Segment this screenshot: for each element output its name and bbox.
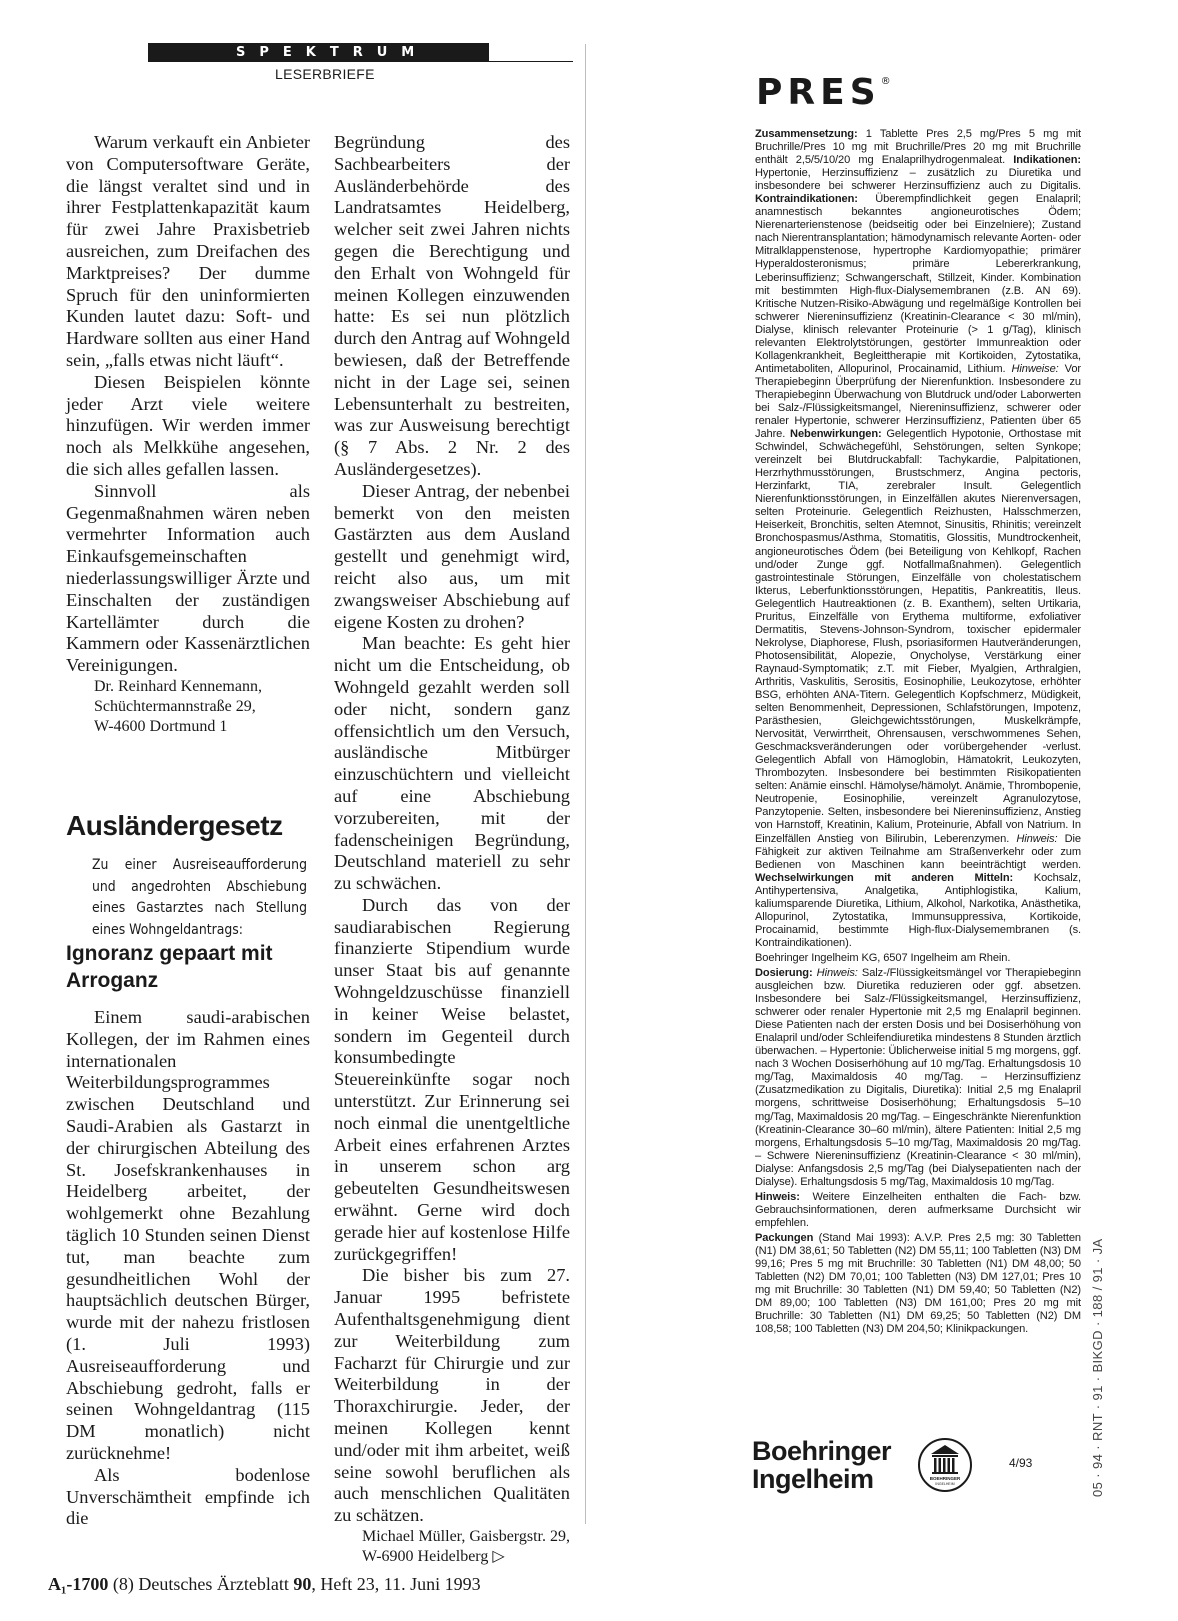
ad-section-label: Hinweis: (1016, 832, 1058, 845)
dosage-label: Dosierung: (755, 967, 813, 979)
logo-text: BOEHRINGER (929, 1476, 961, 1481)
hint-label: Hinweis: (755, 1190, 800, 1203)
registered-mark: ® (880, 76, 891, 87)
logo-text: INGELHEIM (935, 1482, 955, 1486)
letter-1-signature (66, 677, 310, 737)
ad-section-text: Kochsalz, Antihypertensiva, Analgetika, Antiphlogistika, Kalium, kaliumsparende Diuretika, Lithium, Alkohol, Narkotika, Anästhetika, Allopurinol, Zytostatika, Immunsuppressiva, Kortikoide, Procainamid, bestimmte High-flux-Dialysemembranen (s. Kontraindikationen). (755, 871, 1081, 949)
ad-section-label: Wechselwirkungen mit anderen Mitteln: (755, 871, 1014, 884)
boehringer-logo-icon (917, 1437, 973, 1493)
letter-2-paragraph: Die bisher bis zum 27. Januar 1995 befristete Aufenthaltsgenehmigung dient zur Weiterbildung zum Facharzt für Chirurgie und zur Weiterbildung in der Thoraxchirurgie. Jeder, der meinen Kollegen kennt und/oder mit ihm arbeitet, weiß seine sowohl beruflichen als auch menschlichen Qualitäten zu schätzen. (334, 1265, 570, 1526)
letter-2-paragraph: Dieser Antrag, der nebenbei bemerkt von den meisten Gastärzten aus dem Ausland gestellt und genehmigt wird, reicht also aus, um mit zwangsweiser Abschiebung auf eigene Kosten zu drohen? (334, 480, 570, 632)
volume-number: 90 (293, 1574, 312, 1594)
page-footer (48, 1574, 481, 1595)
ad-section-text: Überempfindlichkeit gegen Enalapril; anamnestisch bekanntes angioneurotisches Ödem; Nierenarterienstenose (beidseitig oder bei Einzelniere); Zustand nach Nierentransplantation; hämodynamisch relevante Aorten- oder Mitralklappenstenose, hypertrophe Kardiomyopathie; primärer Hyperaldosteronismus; primäre Lebererkrankung, Leberinsuffizienz; Schwangerschaft, Stillzeit, Kinder. Kombination mit bestimmten High-flux-Dialysemembranen (z.B. AN 69). Kritische Nutzen-Risiko-Abwägung und regelmäßige Kontrollen bei schwerer Niereninsuffizienz (Kreatinin-Clearance < 30 ml/min), Dialyse, klinisch relevanter Proteinurie (> 1 g/Tag), klinisch relevanten Elektrolytstörungen, gestörter Immunreaktion oder Kollagenkrankheit, Begleittherapie mit Kortikoiden, Zytostatika, Antimetaboliten, Allopurinol, Procainamid, Lithium. (755, 193, 1081, 375)
vertical-print-code: 05 · 94 · RNT · 91 · BIKGD · 188 / 91 · JA (1090, 1238, 1105, 1497)
letter-2-paragraph: Als bodenlose Unverschämtheit empfinde ich die (66, 1464, 310, 1529)
header-rule (489, 61, 573, 62)
letter-1-paragraph: Sinnvoll als Gegenmaßnahmen wären neben vermehrter Information auch Einkaufsgemeinschaften niederlassungswilliger Ärzte und Einschalten der zuständigen Kartellämter durch die Kammern oder Kassenärztlichen Vereinigungen. (66, 480, 310, 676)
letter-2-paragraph: Man beachte: Es geht hier nicht um die Entscheidung, ob Wohngeld gezahlt werden soll oder nicht, sondern ganz offensichtlich um den Versuch, ausländische Mitbürger einzuschüchtern und vielleicht auf eine Abschiebung vorzubereiten, mit der fadenscheinigen Begründung, Deutschland materiell zu sehr zu schwächen. (334, 633, 570, 894)
signature-line: Schüchtermannstraße 29, (94, 697, 256, 715)
ad-section-text: 1 Tablette Pres 2,5 mg/Pres 5 mg mit Bruchrille/Pres 10 mg mit Bruchrille/Pres 20 mg mit Bruchrille enthält 2,5/5/10/20 mg Enalaprilhydrogenmaleat. (755, 128, 1081, 167)
signature-line: Dr. Reinhard Kennemann, (94, 677, 262, 695)
letter-1-paragraph: Warum verkauft ein Anbieter von Computersoftware Geräte, die längst veraltet sind und in ihrer Festplattenkapazität kaum für zwei Jahre Praxisbetrieb ausreichen, zum Dreifachen des Marktpreises? Der dumme Spruch für den uninformierten Kunden lautet dazu: Soft- und Hardware sollten aus einer Hand sein, „falls etwas nicht läuft“. (66, 132, 310, 370)
ad-sections (755, 128, 1081, 950)
ad-section-label: Zusammensetzung: (755, 128, 858, 140)
dosage-text: Salz-/Flüssigkeitsmängel vor Therapiebeginn ausgleichen bzw. Diuretika reduzieren oder ggf. absetzen. Insbesondere bei Salz-/Flüssigkeitsmangel, Herzinsuffizienz, schwerer oder renaler Hypertonie mit 2,5 mg Enalapril beginnen. Diese Patienten nach der ersten Dosis und bei Dosiserhöhung von Enalapril und/oder Schleifendiuretika mindestens 8 Stunden ärztlich überwachen. – Hypertonie: Üblicherweise initial 5 mg morgens, ggf. nach 3 Wochen Dosiserhöhung auf 10 mg/Tag. Erhaltungsdosis 10 mg/Tag, Maximaldosis 40 mg/Tag. – Herzinsuffizienz (Zusatzmedikation zu Digitalis, Diuretika): Initial 2,5 mg Enalapril morgens, schrittweise Dosiserhöhung; Erhaltungsdosis 5–10 mg/Tag, Maximaldosis 20 mg/Tag. – Eingeschränkte Nierenfunktion (Kreatinin-Clearance 30–60 ml/min), ältere Patienten: Initial 2,5 mg morgens, Erhaltungsdosis 5–10 mg/Tag, Maximaldosis 20 mg/Tag. – Schwere Niereninsuffizienz (Kreatinin-Clearance < 30 ml/min), Dialyse: Anfangsdosis 2,5 mg/Tag (bei Dialysepatienten nach der Dialyse). Erhaltungsdosis 5 mg/Tag, Maximaldosis 10 mg/Tag. (755, 967, 1081, 1188)
ad-hint (755, 1191, 1081, 1230)
letter-2-column-2 (334, 132, 570, 1567)
letter-2-signature (334, 1527, 570, 1567)
column-divider (585, 44, 586, 1524)
ad-prescribing-info (755, 128, 1081, 1338)
product-name: PRES (756, 72, 881, 113)
letter-2-column-1 (66, 1007, 310, 1530)
letter-2-paragraph: Begründung des Sachbearbeiters der Ausländerbehörde des Landratsamtes Heidelberg, welcher seit zwei Jahren nichts gegen die Berechtigung und den Erhalt von Wohngeld für meinen Kollegen einzuwenden hatte: Es sei nun plötzlich durch den Antrag auf Wohngeld bewiesen, daß der Betreffende nicht in der Lage sei, seinen Lebensunterhalt zu bestreiten, was zur Ausweisung berechtigt (§ 7 Abs. 2 Nr. 2 des Ausländergesetzes). (334, 132, 570, 479)
section-header: SPEKTRUM (148, 43, 489, 62)
letter-headline: Ignoranz gepaart mit Arroganz (66, 942, 273, 992)
hint-text: Weitere Einzelheiten enthalten die Fach- bzw. Gebrauchsinformationen, deren aufmerksame Durchsicht wir empfehlen. (755, 1190, 1081, 1229)
brand-line: Boehringer (752, 1436, 892, 1466)
ad-section-text: Hypertonie, Herzinsuffizienz – zusätzlich zu Diuretika und insbesondere bei schwerer Herzinsuffizienz auch zu Digitalis. (755, 167, 1081, 193)
ad-section-label: Indikationen: (1013, 154, 1081, 167)
ad-product-name (756, 72, 891, 113)
letter-2-paragraph: Einem saudi-arabischen Kollegen, der im Rahmen eines internationalen Weiterbildungsprogrammes zwischen Deutschland und Saudi-Arabien als Gastarzt in der chirurgischen Abteilung des St. Josefskrankenhauses in Heidelberg arbeitet, der wohlgemerkt ohne Bezahlung täglich 10 Stunden seinen Dienst tut, man beachte zum gesundheitlichen Wohl der hauptsächlich deutschen Bürger, wurde mit der nahezu fristlosen (1. Juli 1993) Ausreiseaufforderung und Abschiebung gedroht, falls er seinen Wohngeldantrag (115 DM monatlich) nicht zurücknehme! (66, 1007, 310, 1463)
signature-line: Michael Müller, Gaisbergstr. 29, W-6900 Heidelberg ▷ (362, 1528, 570, 1565)
letter-1-paragraph: Diesen Beispielen könnte jeder Arzt viele weitere hinzufügen. Wir werden immer noch als Melkkühe angesehen, die sich alles gefallen lassen. (66, 371, 310, 479)
ad-section-label: Kontraindikationen: (755, 193, 858, 206)
ad-dosage (755, 967, 1081, 1189)
signature-line: W-4600 Dortmund 1 (94, 717, 228, 735)
dosage-hint-label: Hinweis: (816, 967, 858, 979)
letter-2-paragraph: Durch das von der saudiarabischen Regierung finanzierte Stipendium wurde unser Staat bis auf genannte Wohngeldzuschüsse finanziell in keiner Weise belastet, sondern im Gegenteil durch konsumbedingte Steuereinkünfte sogar noch unterstützt. Zur Erinnerung sei noch einmal die unentgeltliche Arbeit eines erfahrenen Arztes in unserem schon arg gebeutelten Gesundheitswesen erwähnt. Gerne wird doch gerade hier auf kostenlose Hilfe zurückgegriffen! (334, 894, 570, 1264)
ad-section-label: Hinweise: (1011, 362, 1059, 375)
subsection-title: LESERBRIEFE (275, 66, 375, 82)
letter-1 (66, 132, 310, 737)
ad-issue-code: 4/93 (1009, 1456, 1033, 1470)
ad-section-label: Nebenwirkungen: (790, 428, 882, 441)
brand-line: Ingelheim (752, 1464, 874, 1494)
ad-section-text: Die Fähigkeit zur aktiven Teilnahme am Straßenverkehr oder zum Bedienen von Maschinen kann beeinträchtigt werden. (755, 832, 1081, 871)
brand-wordmark (752, 1437, 891, 1493)
topic-heading: Ausländergesetz (66, 810, 283, 841)
page-number: A₁-1700 (48, 1574, 109, 1594)
topic-summary: Zu einer Ausreiseaufforderung und angedrohten Abschiebung eines Gastarztes nach Stellung eines Wohngeldantrags: (92, 857, 307, 938)
ad-section-text: Vor Therapiebeginn Überprüfung der Nierenfunktion. Insbesondere zu Therapiebeginn Überwachung von Blutdruck und/oder Laborwerten bei Salz-/Flüssigkeitsmangel, Niereninsuffizienz, schwerer oder renaler Hypertonie, schwerer Herzinsuffizienz, Patienten über 65 Jahre. (755, 362, 1081, 441)
footer-suffix: , Heft 23, 11. Juni 1993 (311, 1574, 481, 1594)
ad-company: Boehringer Ingelheim KG, 6507 Ingelheim am Rhein. (755, 951, 1011, 964)
ad-section-text: Gelegentlich Hypotonie, Orthostase mit Schwindel, Schwächegefühl, Sehstörungen, selten Synkope; vereinzelt bei Blutdruckabfall: Tachykardie, Palpitationen, Herzrhythmusstörungen, Brustschmerz, Angina pectoris, Herzinfarkt, TIA, zerebraler Insult. Gelegentlich Nierenfunktionsstörungen, in Einzelfällen akutes Nierenversagen, selten Proteinurie. Gelegentlich Reizhusten, Halsschmerzen, Heiserkeit, Bronchitis, selten Atemnot, Sinusitis, Rhinitis; vereinzelt Bronchospasmus/Asthma, Stomatitis, Glossitis, Mundtrockenheit, angioneurotisches Ödem (bei Beteiligung von Kehlkopf, Rachen und/oder Zunge ggf. Notfallmaßnahmen). Gelegentlich gastrointestinale Störungen, Einzelfälle von cholestatischem Ikterus, Leberfunktionsstörungen, Hepatitis, Pankreatitis, Ileus. Gelegentlich Hautreaktionen (z. B. Exanthem), selten Urtikaria, Pruritus, Einzelfälle von Erythema multiforme, exfoliativer Dermatitis, Stevens-Johnson-Syndrom, toxischer epidermaler Nekrolyse, Diaphorese, Flush, psoriasiformen Hautveränderungen, Photosensibilität, Alopezie, Onycholyse, Verstärkung einer Raynaud-Symptomatik; z.T. mit Fieber, Myalgien, Arthralgien, Arthritis, Vaskulitis, Serositis, Eosinophilie, Leukozytose, erhöhter BSG, erhöhten ANA-Titern. Gelegentlich Kopfschmerz, Müdigkeit, selten Benommenheit, Depressionen, Schlafstörungen, Impotenz, Parästhesien, Gleichgewichtsstörungen, Muskelkrämpfe, Nervosität, Verwirrtheit, Ohrensausen, verschwommenes Sehen, Geschmacksveränderungen oder vorübergehender -verlust. Gelegentlich Abfall von Hämoglobin, Hämatokrit, Leukozyten, Thrombozyten. Insbesondere bei bestimmten Risikopatienten selten: Anämie einschl. Hämolyse/hämolyt. Anämie, Thrombopenie, Neutropenie, Eosinophilie, vereinzelt Agranulozytose, Panzytopenie. Selten, insbesondere bei Niereninsuffizienz, Anstieg von Harnstoff, Kreatinin, Kalium, Proteinurie, Abfall von Natrium. In Einzelfällen Anstieg von Bilirubin, Leberenzymen. (755, 428, 1082, 845)
packages-text: (Stand Mai 1993): A.V.P. Pres 2,5 mg: 30 Tabletten (N1) DM 38,61; 50 Tabletten (N2) DM 55,11; 100 Tabletten (N3) DM 99,16; Pres 5 mg mit Bruchrille: 30 Tabletten (N1) DM 48,00; 50 Tabletten (N2) DM 70,01; 100 Tabletten (N3) DM 127,01; Pres 10 mg mit Bruchrille: 30 Tabletten (N1) DM 59,40; 50 Tabletten (N2) DM 89,00; 100 Tabletten (N3) DM 161,00; Pres 20 mg mit Bruchrille: 30 Tabletten (N1) DM 69,25; 50 Tabletten (N2) DM 108,58; 100 Tabletten (N3) DM 204,50; Klinikpackungen. (755, 1231, 1081, 1336)
footer-prefix: (8) Deutsches Ärzteblatt (112, 1574, 294, 1594)
packages-label: Packungen (755, 1231, 814, 1244)
ad-packages (755, 1232, 1081, 1336)
